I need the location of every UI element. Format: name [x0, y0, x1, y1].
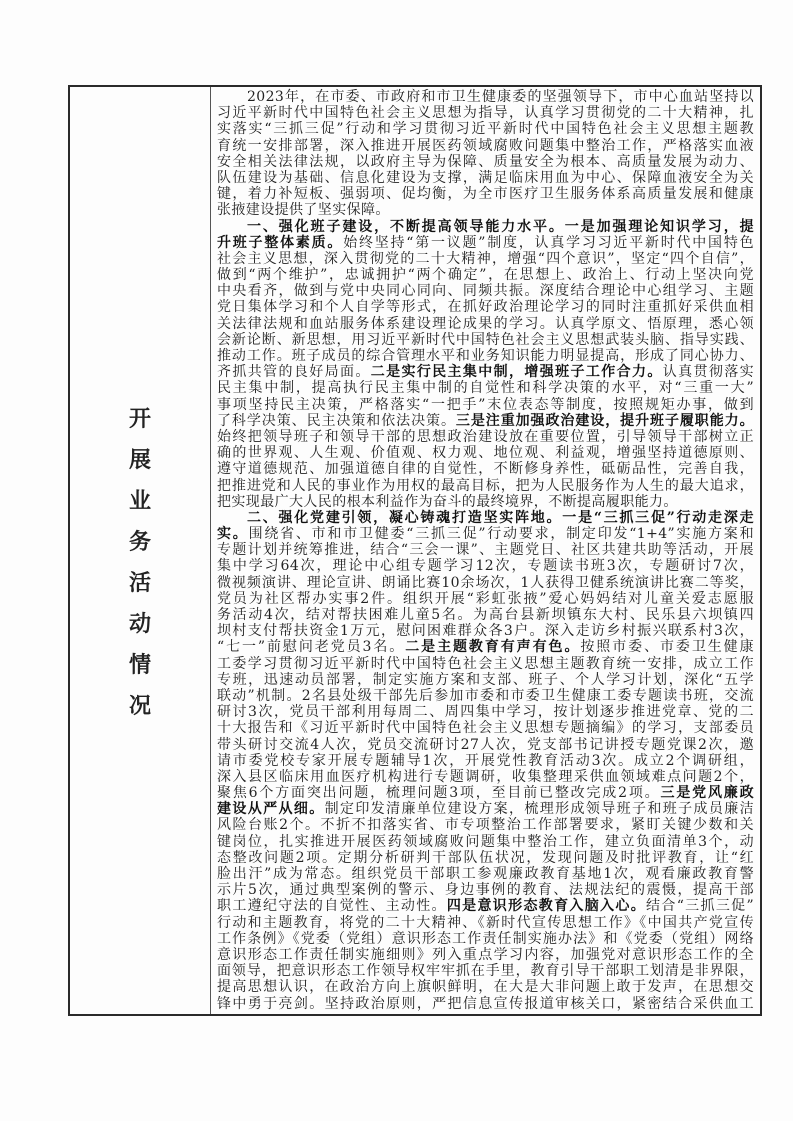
body-text: 了科学决策、民主决策和依法决策。: [217, 412, 456, 429]
bold-heading-text: 实。: [217, 526, 249, 543]
text-line: [217, 283, 754, 299]
body-text: 请市委党校专家开展专题辅导1次，开展党性教育活动3次。成立2个调研组，: [217, 752, 754, 769]
body-text: 坝村支付帮扶资金1万元，慰问困难群众各3户。深入走访乡村振兴联系村3次，: [217, 623, 754, 640]
bold-heading-text: 一、强化班子建设，不断提高领导能力水平。一是加强理论知识学习，提: [247, 218, 754, 235]
bold-heading-text: 二是主题教育有声有色。: [405, 639, 581, 656]
body-text: 集中学习64次，理论中心组专题学习12次，专题读书班3次，专题研讨7次，: [217, 558, 754, 575]
body-text: 2023年，在市委、市政府和市卫生健康委的坚强领导下，市中心血站坚持以: [247, 89, 754, 105]
section-label-char: 展: [128, 447, 151, 473]
body-text: 行动和主题教育，将党的二十大精神、《新时代宣传思想工作》《中国共产党宣传: [217, 914, 754, 931]
body-text: 推动工作。班子成员的综合管理水平和业务知识能力明显提高，形成了同心协力、: [217, 348, 754, 364]
body-text: 党日集体学习和个人自学等形式，在抓好政治理论学习的同时注重抓好采供血相: [217, 299, 754, 316]
text-line: [217, 898, 754, 914]
body-text: 深入县区临床用血医疗机构进行专题调研，收集整理采供血领域难点问题2个，: [217, 768, 754, 785]
body-text: 张掖建设提供了坚实保障。: [217, 202, 390, 219]
body-text: 专班，迅速动员部署，制定实施方案和支部、班子、个人学习计划，深化“五学: [217, 671, 754, 688]
body-text: 务活动4次，结对帮扶困难儿童5名。为高台县新坝镇东大村、民乐县六坝镇四: [217, 607, 754, 623]
body-text: 事项坚持民主决策，严格落实“一把手”末位表态等制度，按照规矩办事，做到: [217, 396, 754, 413]
text-line: [217, 947, 754, 963]
body-text: 意识形态工作责任制实施细则》列入重点学习内容，加强党对意识形态工作的全: [217, 946, 754, 963]
bold-heading-text: 建设从严从细。: [217, 801, 325, 818]
body-text: 脸出汗”成为常态。组织党员干部职工参观廉政教育基地1次，观看廉政教育警: [217, 866, 754, 882]
text-line: [217, 558, 754, 574]
text-line: [217, 801, 754, 817]
bold-heading-text: 三是党风廉政: [660, 785, 754, 802]
text-line: [217, 817, 754, 833]
text-line: [217, 267, 754, 283]
text-line: [217, 688, 754, 704]
body-text: 围绕省、市和市卫健委“三抓三促”行动要求，制定印发“1+4”实施方案和: [248, 526, 754, 543]
bold-heading-text: 升班子整体素质。: [217, 234, 344, 251]
text-line: [217, 461, 754, 477]
text-line: [217, 882, 754, 898]
body-text: 齐抓共管的良好局面。: [217, 364, 371, 381]
text-line: [217, 105, 754, 121]
section-label-char: 况: [128, 693, 151, 719]
text-line: [217, 915, 754, 931]
text-line: [217, 769, 754, 785]
text-line: [217, 348, 754, 364]
text-line: [217, 656, 754, 672]
body-text: 态整改问题2项。定期分析研判干部队伍状况，发现问题及时批评教育，让“红: [217, 849, 754, 866]
body-text: 习近平新时代中国特色社会主义思想为指导，认真学习贯彻党的二十大精神，扎: [217, 105, 754, 122]
text-line: [217, 397, 754, 413]
body-text: 工作条例》《党委（党组）意识形态工作责任制实施办法》和《党委（党组）网络: [217, 930, 754, 947]
text-line: [217, 753, 754, 769]
text-line: [217, 170, 754, 186]
body-text: 育统一安排部署，深入推进开展医药领域腐败问题集中整治工作，严格落实血液: [217, 137, 754, 154]
section-label-char: 动: [128, 611, 151, 637]
bold-heading-text: 二、强化党建引领，凝心铸魂打造坚实阵地。一是“三抓三促”行动走深走: [247, 509, 754, 526]
section-label-char: 活: [128, 570, 151, 596]
text-line: [217, 866, 754, 882]
body-text: 实落实“三抓三促”行动和学习贯彻习近平新时代中国特色社会主义思想主题教: [217, 121, 754, 138]
text-line: [217, 720, 754, 736]
text-line: [217, 996, 754, 1012]
text-line: [217, 332, 754, 348]
body-text: 提高思想认识，在政治方向上旗帜鲜明，在大是大非问题上敢于发声，在思想交: [217, 979, 754, 996]
body-text: 遵守道德规范、加强道德自律的自觉性，不断修身养性，砥砺品性，完善自我，: [217, 461, 754, 478]
body-text: 带头研讨交流4人次，党员交流研讨27人次，党支部书记讲授专题党课2次，邀: [217, 736, 754, 753]
body-text: 队伍建设为基础、信息化建设为支撑，满足临床用血为中心、保障血液安全为关: [217, 169, 754, 186]
text-line: [217, 299, 754, 315]
body-text: 联动”机制。2名县处级干部先后参加市委和市委卫生健康工委专题读书班，交流: [217, 687, 754, 704]
text-line: [217, 478, 754, 494]
body-text: 研讨3次，党员干部利用每周二、周四集中学习，按计划逐步推进党章、党的二: [217, 704, 754, 721]
section-label-char: 情: [128, 652, 151, 678]
text-line: [217, 138, 754, 154]
body-text: 十大报告和《习近平新时代中国特色社会主义思想专题摘编》的学习，支部委员: [217, 720, 754, 737]
body-text: 示片5次，通过典型案例的警示、身边事例的教育、法规法纪的震慑，提高干部: [217, 882, 754, 899]
text-line: [217, 380, 754, 396]
text-line: [217, 623, 754, 639]
body-text: 聚焦6个方面突出问题，梳理问题3项，至目前已整改完成2项。: [217, 785, 661, 802]
text-line: [217, 202, 754, 218]
text-line: [217, 575, 754, 591]
body-text: 职工遵纪守法的自觉性、主动性。: [217, 898, 447, 915]
body-text: 党员为社区帮办实事2件。组织开展“彩虹张掖”爱心妈妈结对儿童关爱志愿服: [217, 590, 754, 607]
body-text: 始终坚持“第一议题”制度，认真学习习近平新时代中国特色: [343, 234, 754, 251]
section-label-char: 务: [128, 529, 151, 555]
text-line: [217, 931, 754, 947]
body-text: 安全相关法律法规，以政府主导为保障、质量安全为根本、高质量发展为动力、: [217, 153, 754, 170]
text-line: [217, 235, 754, 251]
text-line: [217, 785, 754, 801]
body-text: 面领导，把意识形态工作领导权牢牢抓在手里，教育引导干部职工划清是非界限，: [217, 963, 754, 980]
bold-heading-text: 二是实行民主集中制，增强班子工作合力。: [370, 364, 663, 381]
section-label: [70, 399, 210, 727]
body-text: 会新论断、新思想，用习近平新时代中国特色社会主义思想武装头脑、指导实践、: [217, 331, 754, 348]
body-text: 工委学习贯彻习近平新时代中国特色社会主义思想主题教育统一安排，成立工作: [217, 655, 754, 672]
body-text: 键，着力补短板、强弱项、促均衡，为全市医疗卫生服务体系高质量发展和健康: [217, 186, 754, 203]
bold-heading-text: 三是注重加强政治建设，提升班子履职能力。: [455, 412, 754, 429]
text-line: [217, 639, 754, 655]
body-text: 风险台账2个。不折不扣落实省、市专项整治工作部署要求，紧盯关键少数和关: [217, 817, 754, 834]
text-line: [217, 963, 754, 979]
body-text: 社会主义思想，深入贯彻党的二十大精神，增强“四个意识”，坚定“四个自信”，: [217, 250, 754, 267]
bold-heading-text: 四是意识形态教育入脑入心。: [446, 898, 647, 915]
text-line: [217, 429, 754, 445]
text-line: [217, 251, 754, 267]
text-line: [217, 494, 754, 510]
body-text: 把实现最广大人民的根本利益作为奋斗的最终境界，不断提高履职能力。: [217, 493, 678, 510]
text-line: [217, 186, 754, 202]
text-line: [217, 542, 754, 558]
report-table: [68, 85, 762, 1016]
body-text: 键岗位，扎实推进开展医药领域腐败问题集中整治工作，建立负面清单3个，动: [217, 833, 754, 850]
section-content-cell: [213, 87, 760, 1014]
section-label-cell: [70, 87, 211, 1014]
section-label-char: 业: [128, 488, 151, 514]
body-text: 确的世界观、人生观、价值观、权力观、地位观、利益观，增强坚持道德原则、: [217, 445, 754, 462]
text-line: [217, 413, 754, 429]
text-line: [217, 510, 754, 526]
body-text: 认真贯彻落实: [662, 364, 754, 381]
section-label-char: 开: [128, 406, 151, 432]
body-text: 把推进党和人民的事业作为用权的最高目标，把为人民服务作为人生的最大追求，: [217, 477, 754, 494]
body-text: 始终把领导班子和领导干部的思想政治建设放在重要位置，引导领导干部树立正: [217, 428, 754, 445]
text-line: [217, 316, 754, 332]
body-text: “七一”前慰问老党员3名。: [217, 639, 406, 656]
text-line: [217, 672, 754, 688]
text-line: [217, 607, 754, 623]
text-line: [217, 89, 754, 105]
body-text: 民主集中制，提高执行民主集中制的自觉性和科学决策的水平，对“三重一大”: [217, 380, 754, 397]
body-text: 做到“两个维护”，忠诚拥护“两个确定”，在思想上、政治上、行动上坚决向党: [217, 267, 754, 284]
body-text: 制定印发清廉单位建设方案，梳理形成领导班子和班子成员廉洁: [324, 801, 754, 818]
body-text: 专题计划并统筹推进，结合“三会一课”、主题党日、社区共建共助等活动，开展: [217, 542, 754, 559]
text-line: [217, 445, 754, 461]
body-text: 中央看齐，做到与党中央同心同向、同频共振。深度结合理论中心组学习、主题: [217, 283, 754, 300]
text-line: [217, 364, 754, 380]
text-line: [217, 834, 754, 850]
body-text: 结合“三抓三促”: [646, 898, 755, 915]
text-line: [217, 591, 754, 607]
text-line: [217, 737, 754, 753]
text-line: [217, 704, 754, 720]
text-line: [217, 979, 754, 995]
body-text: 锋中勇于亮剑。坚持政治原则，严把信息宣传报道审核关口，紧密结合采供血工: [217, 995, 754, 1012]
text-line: [217, 219, 754, 235]
text-line: [217, 526, 754, 542]
body-text: 关法律法规和血站服务体系建设理论成果的学习。认真学原文、悟原理，悉心领: [217, 315, 754, 332]
text-line: [217, 850, 754, 866]
body-text: 微视频演讲、理论宣讲、朗诵比赛10余场次，1人获得卫健系统演讲比赛二等奖，: [217, 574, 754, 591]
text-line: [217, 121, 754, 137]
text-line: [217, 154, 754, 170]
body-text: 按照市委、市委卫生健康: [580, 639, 754, 656]
